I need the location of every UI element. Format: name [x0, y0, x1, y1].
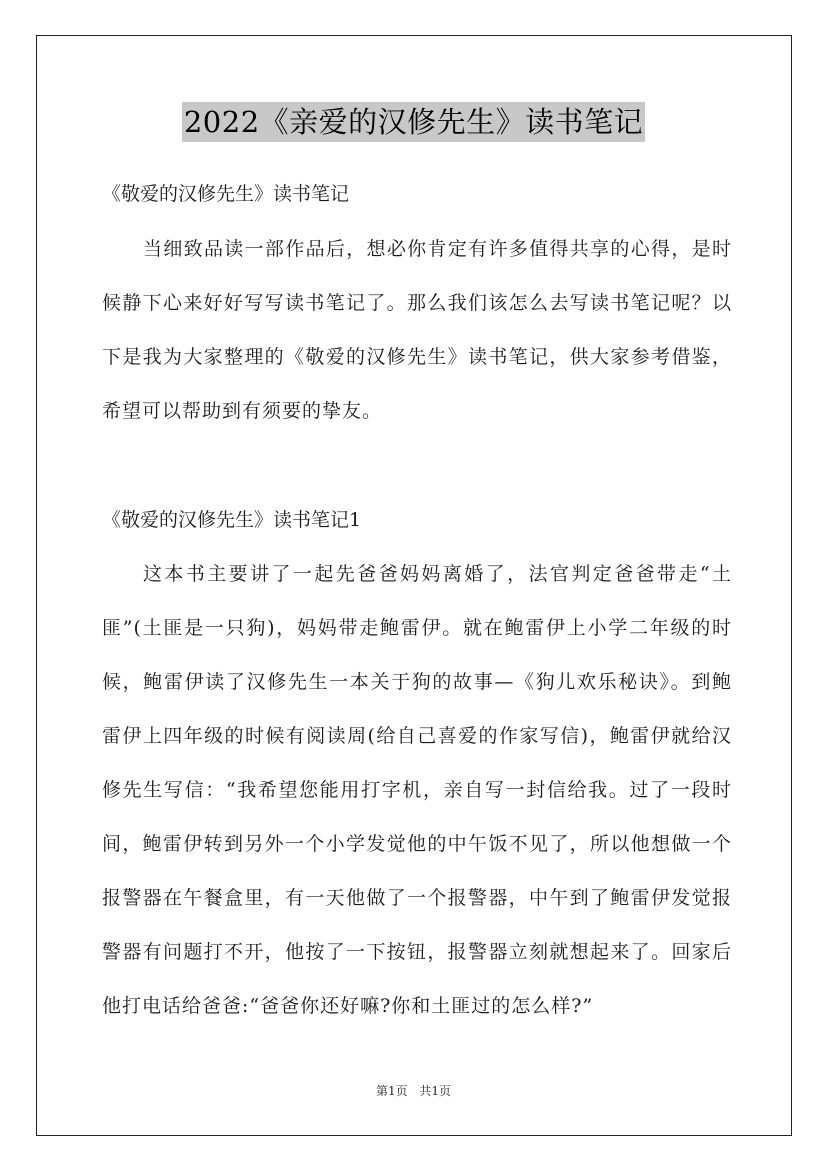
intro-paragraph: 当细致品读一部作品后，想必你肯定有许多值得共享的心得，是时候静下心来好好写写读书笔记了。那么我们该怎么去写读书笔记呢？以下是我为大家整理的《敬爱的汉修先生》读书笔记，供大家参考借鉴，希望可以帮助到有须要的挚友。	[102, 238, 732, 422]
document-title: 2022《亲爱的汉修先生》读书笔记	[182, 102, 645, 142]
page-footer	[0, 1082, 827, 1099]
section-paragraph: 这本书主要讲了一起先爸爸妈妈离婚了，法官判定爸爸带走“土匪”(土匪是一只狗)，妈妈带走鲍雷伊。就在鲍雷伊上小学二年级的时候，鲍雷伊读了汉修先生一本关于狗的故事—《狗儿欢乐秘诀》。到鲍雷伊上四年级的时候有阅读周(给自己喜爱的作家写信)，鲍雷伊就给汉修先生写信：“我希望您能用打字机，亲自写一封信给我。过了一段时间，鲍雷伊转到另外一个小学发觉他的中午饭不见了，所以他想做一个报警器在午餐盒里，有一天他做了一个报警器，中午到了鲍雷伊发觉报警器有问题打不开，他按了一下按钮，报警器立刻就想起来了。回家后他打电话给爸爸:“爸爸你还好嘛?你和土匪过的怎么样?”	[102, 563, 732, 1017]
document-subtitle: 《敬爱的汉修先生》读书笔记	[102, 183, 350, 205]
page-total: 共1页	[419, 1084, 452, 1098]
section-heading: 《敬爱的汉修先生》读书笔记1	[102, 509, 362, 531]
page-number: 第1页	[375, 1084, 408, 1098]
title-container	[0, 102, 827, 142]
